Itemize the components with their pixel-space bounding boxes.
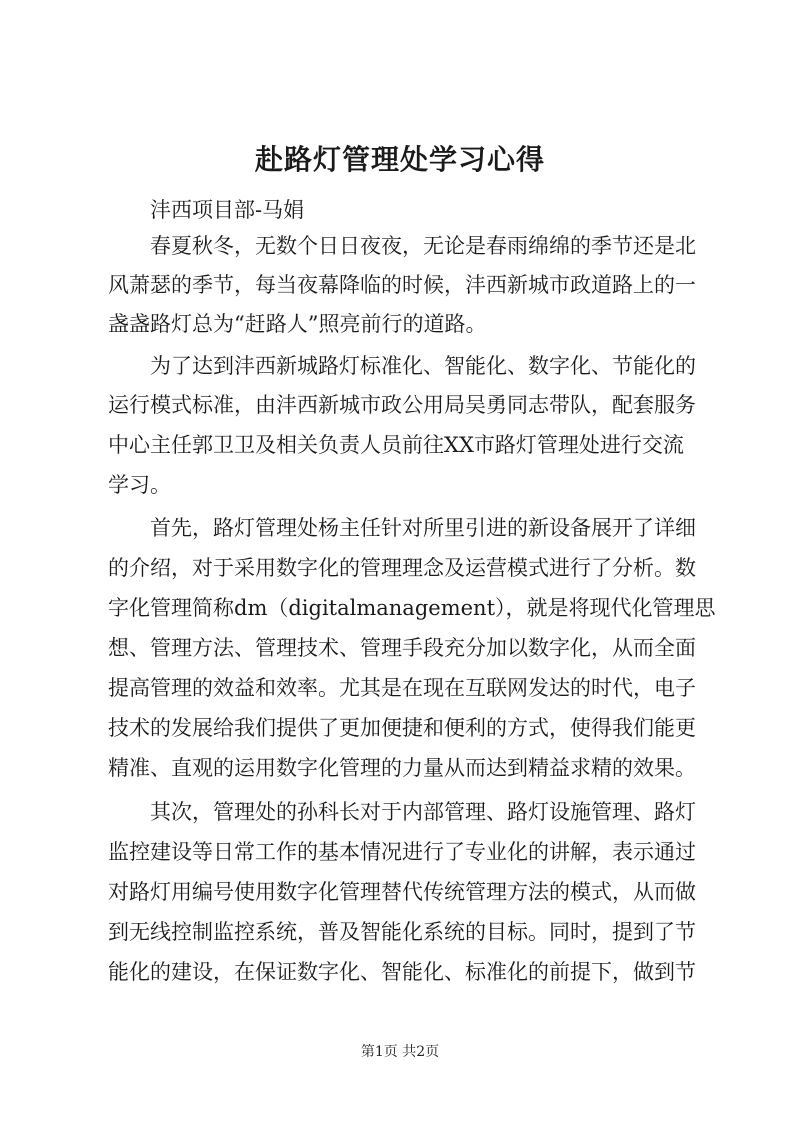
- paragraph-2-line-3: 中心主任郭卫卫及相关负责人员前往XX市路灯管理处进行交流: [108, 433, 684, 457]
- document-title: 赴路灯管理处学习心得: [254, 143, 545, 176]
- page-number-footer: 第1页 共2页: [360, 1044, 440, 1060]
- paragraph-3-line-2: 的介绍，对于采用数字化的管理理念及运营模式进行了分析。数: [108, 556, 696, 580]
- paragraph-1-line-3: 盏盏路灯总为“赶路人”照亮前行的道路。: [108, 312, 487, 336]
- author-line: 沣西项目部-马娟: [150, 198, 305, 222]
- paragraph-3-line-3: 字化管理简称dm（digitalmanagement），就是将现代化管理思: [108, 596, 716, 620]
- paragraph-4-line-2: 监控建设等日常工作的基本情况进行了专业化的讲解，表示通过: [108, 840, 696, 864]
- paragraph-3-line-5: 提高管理的效益和效率。尤其是在现在互联网发达的时代，电子: [108, 676, 696, 700]
- paragraph-1-line-1: 春夏秋冬，无数个日日夜夜，无论是春雨绵绵的季节还是北: [150, 234, 696, 258]
- paragraph-4-line-3: 对路灯用编号使用数字化管理替代传统管理方法的模式，从而做: [108, 880, 696, 904]
- paragraph-2-line-1: 为了达到沣西新城路灯标准化、智能化、数字化、节能化的: [150, 354, 696, 378]
- paragraph-4-line-5: 能化的建设，在保证数字化、智能化、标准化的前提下，做到节: [108, 960, 696, 984]
- paragraph-1-line-2: 风萧瑟的季节，每当夜幕降临的时候，沣西新城市政道路上的一: [108, 273, 696, 297]
- paragraph-4-line-4: 到无线控制监控系统，普及智能化系统的目标。同时，提到了节: [108, 920, 696, 944]
- paragraph-3-line-1: 首先，路灯管理处杨主任针对所里引进的新设备展开了详细: [150, 516, 696, 540]
- paragraph-2-line-2: 运行模式标准，由沣西新城市政公用局吴勇同志带队，配套服务: [108, 393, 696, 417]
- paragraph-2-line-4: 学习。: [108, 473, 171, 497]
- paragraph-4-line-1: 其次，管理处的孙科长对于内部管理、路灯设施管理、路灯: [150, 800, 696, 824]
- paragraph-3-line-7: 精准、直观的运用数字化管理的力量从而达到精益求精的效果。: [108, 756, 696, 780]
- paragraph-3-line-4: 想、管理方法、管理技术、管理手段充分加以数字化，从而全面: [108, 636, 696, 660]
- paragraph-3-line-6: 技术的发展给我们提供了更加便捷和便利的方式，使得我们能更: [108, 716, 696, 740]
